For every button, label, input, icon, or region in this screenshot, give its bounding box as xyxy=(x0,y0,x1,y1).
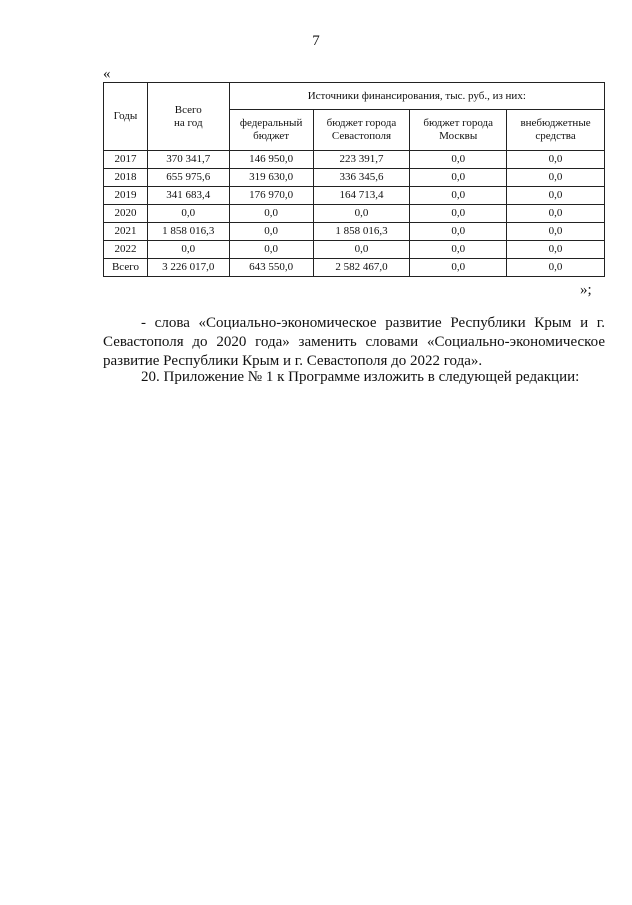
financing-table xyxy=(103,82,605,277)
closing-quote-mark: »; xyxy=(580,282,592,298)
header-federal-budget xyxy=(229,110,313,151)
cell-extra: 0,0 xyxy=(507,223,605,241)
cell-extra: 0,0 xyxy=(507,187,605,205)
cell-moscow: 0,0 xyxy=(410,205,507,223)
cell-year: 2019 xyxy=(104,187,148,205)
cell-extra: 0,0 xyxy=(507,169,605,187)
cell-year: 2022 xyxy=(104,241,148,259)
cell-moscow: 0,0 xyxy=(410,241,507,259)
cell-total: 370 341,7 xyxy=(147,151,229,169)
header-years: Годы xyxy=(104,83,148,151)
cell-extra: 0,0 xyxy=(507,259,605,277)
cell-total: 3 226 017,0 xyxy=(147,259,229,277)
header-moscow-budget xyxy=(410,110,507,151)
cell-sevastopol: 0,0 xyxy=(313,205,410,223)
table-row xyxy=(104,169,605,187)
table-row xyxy=(104,241,605,259)
appendix-paragraph: 20. Приложение № 1 к Программе изложить в следующей редакции: xyxy=(141,369,580,385)
cell-sevastopol: 1 858 016,3 xyxy=(313,223,410,241)
header-extra-line2: средства xyxy=(535,130,576,142)
cell-total: 1 858 016,3 xyxy=(147,223,229,241)
cell-year: 2021 xyxy=(104,223,148,241)
table-row xyxy=(104,223,605,241)
header-total xyxy=(147,83,229,151)
table-row xyxy=(104,187,605,205)
cell-extra: 0,0 xyxy=(507,151,605,169)
cell-moscow: 0,0 xyxy=(410,259,507,277)
header-moscow-line2: Москвы xyxy=(439,130,478,142)
cell-moscow: 0,0 xyxy=(410,151,507,169)
cell-total: 0,0 xyxy=(147,241,229,259)
header-sevastopol-line2: Севастополя xyxy=(331,130,392,142)
header-funding-sources: Источники финансирования, тыс. руб., из них: xyxy=(229,83,604,110)
cell-sevastopol: 164 713,4 xyxy=(313,187,410,205)
cell-sevastopol: 0,0 xyxy=(313,241,410,259)
cell-federal: 176 970,0 xyxy=(229,187,313,205)
cell-sevastopol: 223 391,7 xyxy=(313,151,410,169)
opening-quote-mark: « xyxy=(103,66,111,82)
cell-federal: 643 550,0 xyxy=(229,259,313,277)
amendment-paragraph: - слова «Социально-экономическое развитие Республики Крым и г. Севастополя до 2020 года» заменить словами «Социально-экономическое развитие Республики Крым и г. Севастополя до 2022 года». xyxy=(103,315,605,369)
cell-sevastopol: 336 345,6 xyxy=(313,169,410,187)
cell-federal: 0,0 xyxy=(229,241,313,259)
cell-moscow: 0,0 xyxy=(410,169,507,187)
cell-moscow: 0,0 xyxy=(410,187,507,205)
cell-year: 2017 xyxy=(104,151,148,169)
cell-federal: 0,0 xyxy=(229,205,313,223)
cell-moscow: 0,0 xyxy=(410,223,507,241)
cell-total: 655 975,6 xyxy=(147,169,229,187)
table-row-total xyxy=(104,259,605,277)
header-total-line2: на год xyxy=(174,116,203,129)
page-number: 7 xyxy=(312,33,320,49)
cell-federal: 319 630,0 xyxy=(229,169,313,187)
cell-sevastopol: 2 582 467,0 xyxy=(313,259,410,277)
cell-extra: 0,0 xyxy=(507,205,605,223)
table-row xyxy=(104,205,605,223)
cell-federal: 0,0 xyxy=(229,223,313,241)
header-sevastopol-budget xyxy=(313,110,410,151)
cell-year: 2018 xyxy=(104,169,148,187)
cell-total: 341 683,4 xyxy=(147,187,229,205)
table-row xyxy=(104,151,605,169)
cell-year: Всего xyxy=(104,259,148,277)
header-sevastopol-line1: бюджет города xyxy=(326,117,397,129)
cell-total: 0,0 xyxy=(147,205,229,223)
header-extra-line1: внебюджетные xyxy=(520,117,591,129)
cell-year: 2020 xyxy=(104,205,148,223)
header-extrabudgetary-funds xyxy=(507,110,605,151)
cell-extra: 0,0 xyxy=(507,241,605,259)
header-federal-line1: федеральный xyxy=(239,117,303,129)
header-federal-line2: бюджет xyxy=(253,130,290,142)
header-total-line1: Всего xyxy=(174,103,202,116)
cell-federal: 146 950,0 xyxy=(229,151,313,169)
header-moscow-line1: бюджет города xyxy=(423,117,494,129)
